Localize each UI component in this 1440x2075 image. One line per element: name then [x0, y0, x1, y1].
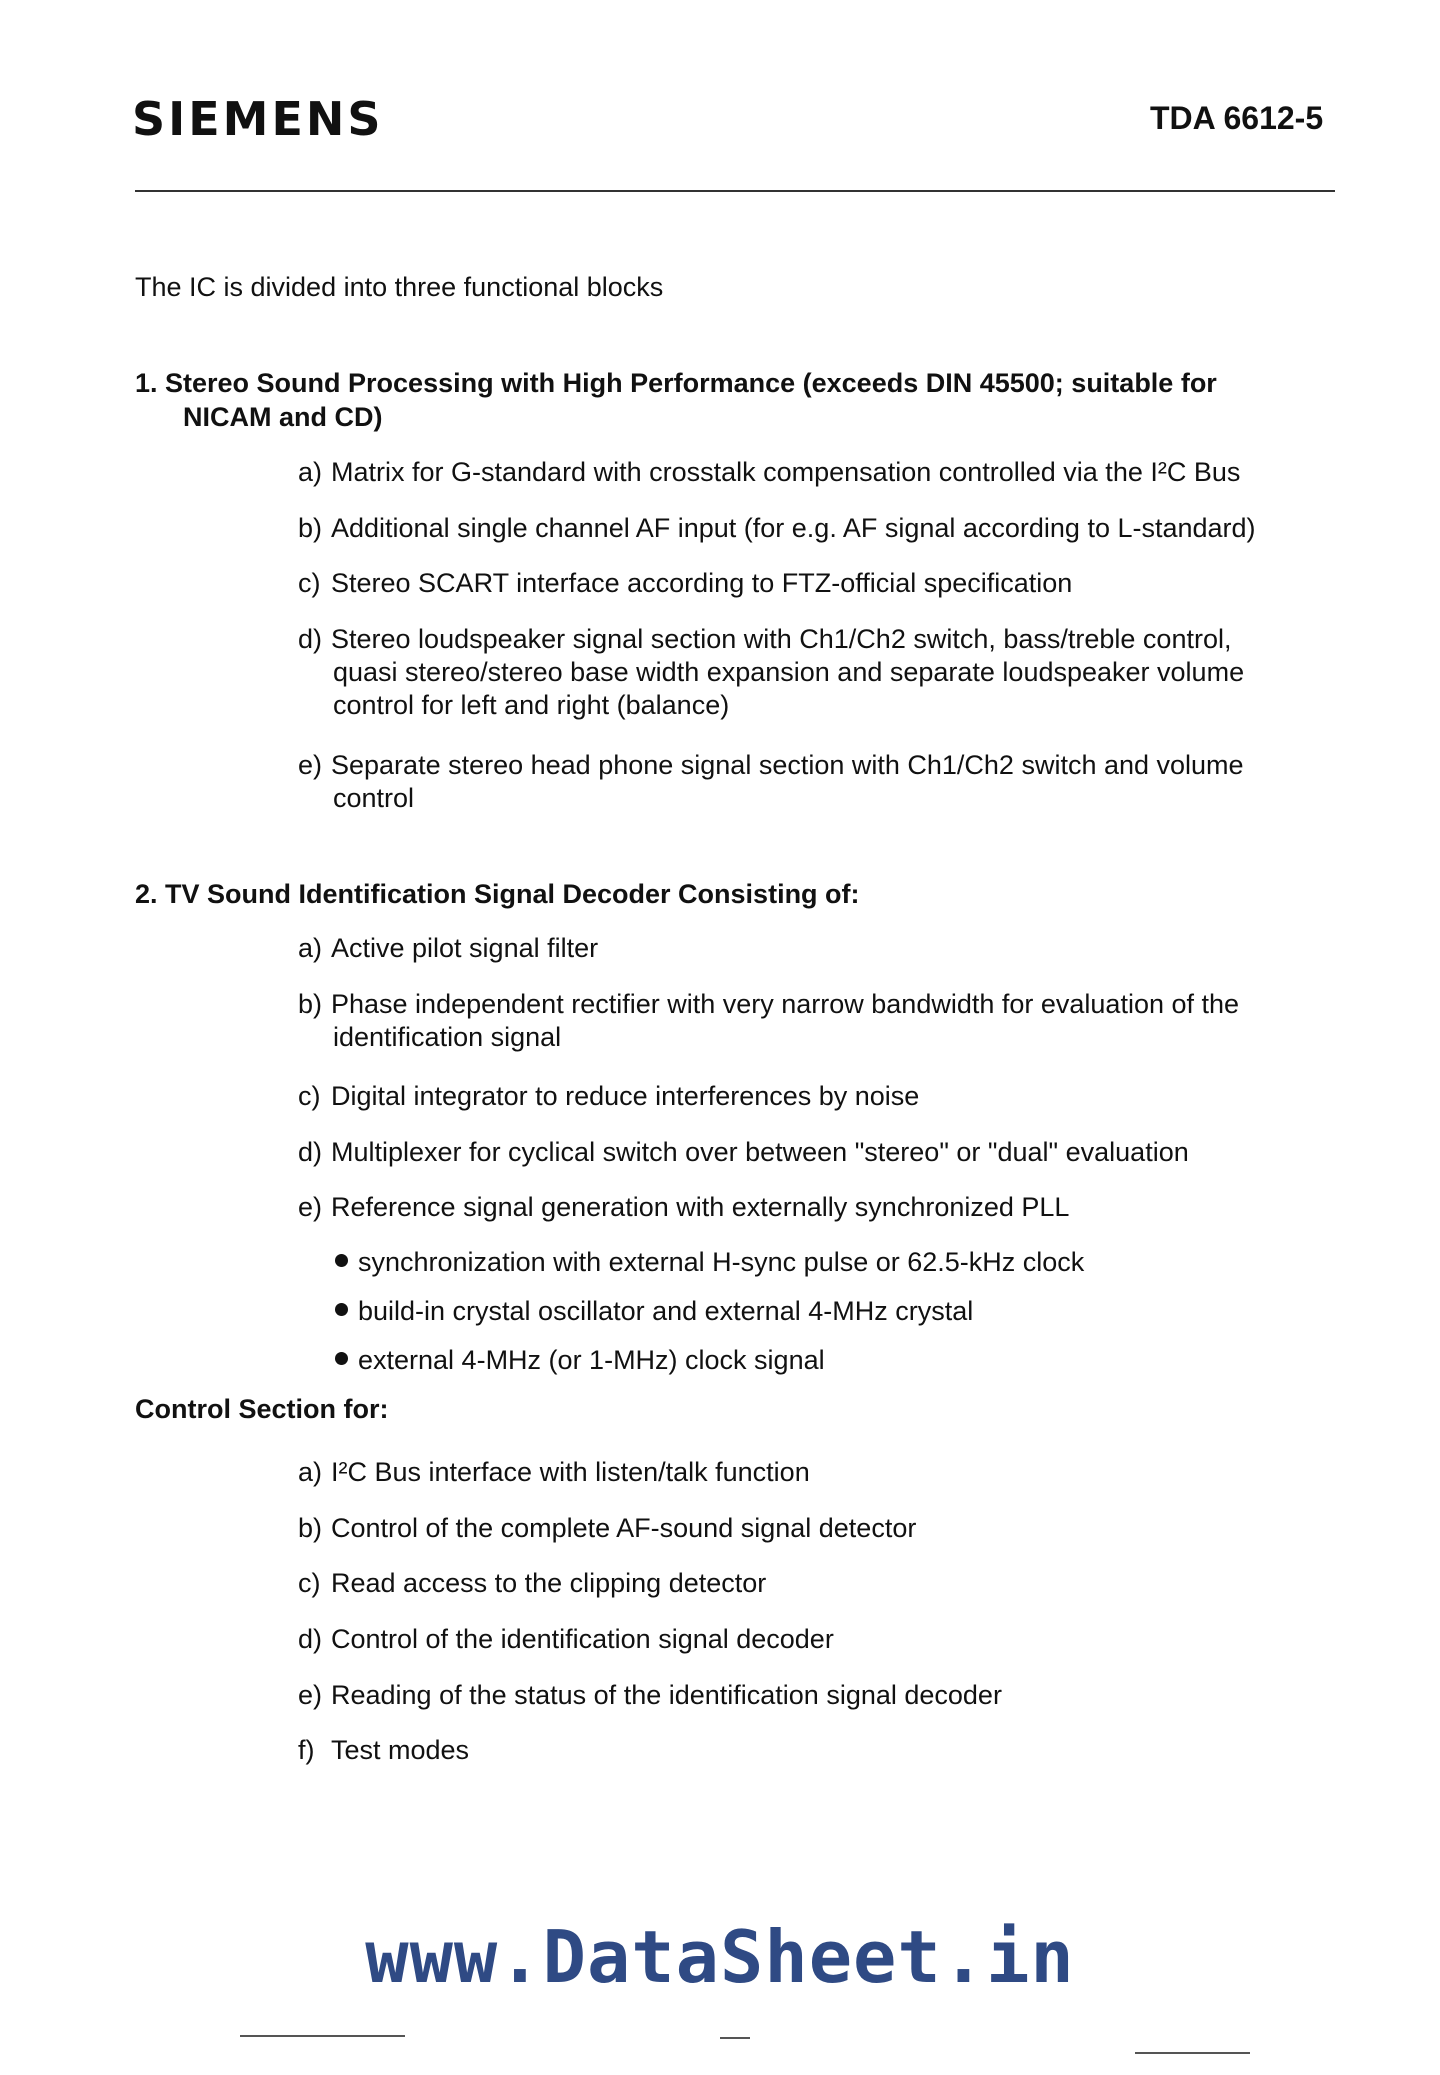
bullet-icon: [335, 1254, 348, 1267]
item-label: b): [298, 1513, 323, 1543]
item-label: e): [298, 750, 323, 780]
list-item: [298, 988, 1298, 1054]
bullet-item: [335, 1247, 1084, 1278]
bullet-item: [335, 1296, 973, 1327]
item-text: Stereo loudspeaker signal section with Ch1/Ch2 switch, bass/treble control,: [331, 624, 1232, 654]
list-item: [298, 1623, 1298, 1656]
bullet-text: build-in crystal oscillator and external 4-MHz crystal: [358, 1296, 974, 1326]
bullet-text: synchronization with external H-sync pulse or 62.5-kHz clock: [358, 1247, 1085, 1277]
item-text-cont: control for left and right (balance): [333, 690, 730, 720]
item-label: b): [298, 513, 323, 543]
list-item: [298, 1136, 1298, 1169]
list-item: [298, 1512, 1298, 1545]
item-text: Digital integrator to reduce interferences by noise: [331, 1081, 920, 1111]
item-label: e): [298, 1192, 323, 1222]
item-label: c): [298, 568, 321, 598]
bullet-item: [335, 1345, 825, 1376]
list-item: [298, 1080, 1298, 1113]
header-divider: [135, 190, 1335, 192]
list-item: [298, 1734, 1298, 1767]
item-text: Read access to the clipping detector: [331, 1568, 767, 1598]
scan-artifact: [1135, 2052, 1250, 2054]
section1-title-line1: 1. Stereo Sound Processing with High Performance (exceeds DIN 45500; suitable for: [135, 368, 1217, 398]
bullet-icon: [335, 1352, 348, 1365]
part-number: TDA 6612-5: [1150, 100, 1324, 136]
item-text: Test modes: [331, 1735, 470, 1765]
bullet-text: external 4-MHz (or 1-MHz) clock signal: [358, 1345, 825, 1375]
bullet-icon: [335, 1303, 348, 1316]
scan-artifact: [240, 2035, 405, 2037]
list-item: [298, 512, 1298, 545]
item-text: Control of the complete AF-sound signal detector: [331, 1513, 917, 1543]
list-item: [298, 1191, 1298, 1224]
list-item: [298, 1456, 1298, 1489]
intro-text: The IC is divided into three functional blocks: [135, 272, 664, 302]
item-label: c): [298, 1568, 321, 1598]
item-label: a): [298, 1457, 323, 1487]
watermark-text: www.DataSheet.in: [365, 1915, 1075, 1999]
list-item: [298, 1567, 1298, 1600]
item-text: I²C Bus interface with listen/talk function: [331, 1457, 810, 1487]
section3-title: Control Section for:: [135, 1394, 389, 1424]
section2-title: 2. TV Sound Identification Signal Decoder Consisting of:: [135, 879, 860, 909]
item-text: Matrix for G-standard with crosstalk compensation controlled via the I²C Bus: [331, 457, 1241, 487]
item-text: Phase independent rectifier with very narrow bandwidth for evaluation of the: [331, 989, 1240, 1019]
item-text: Reading of the status of the identification signal decoder: [331, 1680, 1002, 1710]
list-item: [298, 749, 1298, 815]
list-item: [298, 456, 1298, 489]
item-label: e): [298, 1680, 323, 1710]
item-text: Control of the identification signal decoder: [331, 1624, 834, 1654]
item-label: d): [298, 1624, 323, 1654]
item-text: Active pilot signal filter: [331, 933, 599, 963]
item-label: a): [298, 933, 323, 963]
item-text: Stereo SCART interface according to FTZ-official specification: [331, 568, 1073, 598]
item-label: d): [298, 624, 323, 654]
item-text: Additional single channel AF input (for e.g. AF signal according to L-standard): [331, 513, 1256, 543]
item-text-cont: quasi stereo/stereo base width expansion and separate loudspeaker volume: [333, 657, 1245, 687]
item-text: Separate stereo head phone signal section with Ch1/Ch2 switch and volume: [331, 750, 1244, 780]
siemens-logo: SIEMENS: [132, 92, 384, 146]
scan-artifact: [720, 2037, 750, 2039]
item-text: Multiplexer for cyclical switch over between "stereo" or "dual" evaluation: [331, 1137, 1189, 1167]
item-label: b): [298, 989, 323, 1019]
item-label: a): [298, 457, 323, 487]
list-item: [298, 1679, 1298, 1712]
section1-heading: [135, 366, 1265, 434]
section1-title-line2: NICAM and CD): [183, 402, 383, 432]
item-text-cont: identification signal: [333, 1022, 562, 1052]
item-text: Reference signal generation with externally synchronized PLL: [331, 1192, 1070, 1222]
item-label: c): [298, 1081, 321, 1111]
item-label: f): [298, 1735, 315, 1765]
item-text-cont: control: [333, 783, 415, 813]
item-label: d): [298, 1137, 323, 1167]
list-item: [298, 932, 1298, 965]
list-item: [298, 567, 1298, 600]
list-item: [298, 623, 1298, 722]
